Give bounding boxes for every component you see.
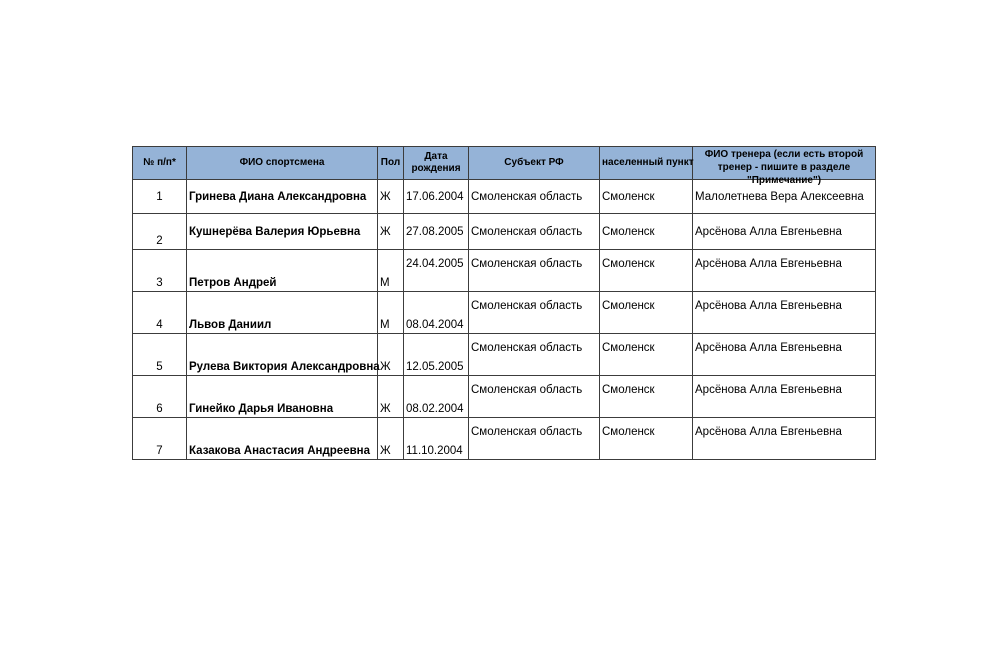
cell-num: 7	[133, 418, 187, 460]
cell-sex: М	[378, 292, 404, 334]
cell-name: Гинейко Дарья Ивановна	[187, 376, 378, 418]
cell-sex: Ж	[378, 334, 404, 376]
header-region: Субъект РФ	[469, 147, 600, 180]
cell-coach: Арсёнова Алла Евгеньевна	[693, 376, 876, 418]
cell-coach: Малолетнева Вера Алексеевна	[693, 180, 876, 214]
cell-region: Смоленская область	[469, 214, 600, 250]
header-sex: Пол	[378, 147, 404, 180]
cell-city: Смоленск	[600, 250, 693, 292]
cell-coach: Арсёнова Алла Евгеньевна	[693, 250, 876, 292]
cell-dob: 08.04.2004	[404, 292, 469, 334]
cell-city: Смоленск	[600, 292, 693, 334]
cell-num: 1	[133, 180, 187, 214]
cell-region: Смоленская область	[469, 250, 600, 292]
cell-city: Смоленск	[600, 376, 693, 418]
cell-num: 6	[133, 376, 187, 418]
cell-region: Смоленская область	[469, 180, 600, 214]
header-coach-text: ФИО тренера (если есть второй тренер - пишите в разделе "Примечание")	[704, 149, 864, 186]
cell-sex: М	[378, 250, 404, 292]
cell-region: Смоленская область	[469, 376, 600, 418]
cell-sex: Ж	[378, 180, 404, 214]
header-row	[133, 147, 876, 180]
header-city: населенный пункт	[600, 147, 693, 180]
cell-name: Казакова Анастасия Андреевна	[187, 418, 378, 460]
table-row	[133, 334, 876, 376]
cell-dob: 12.05.2005	[404, 334, 469, 376]
cell-city: Смоленск	[600, 214, 693, 250]
cell-region: Смоленская область	[469, 418, 600, 460]
cell-city: Смоленск	[600, 418, 693, 460]
header-num: № п/п*	[133, 147, 187, 180]
cell-dob: 27.08.2005	[404, 214, 469, 250]
cell-name: Львов Даниил	[187, 292, 378, 334]
table-row	[133, 250, 876, 292]
cell-coach: Арсёнова Алла Евгеньевна	[693, 334, 876, 376]
cell-coach: Арсёнова Алла Евгеньевна	[693, 418, 876, 460]
cell-name: Петров Андрей	[187, 250, 378, 292]
cell-name: Гринева Диана Александровна	[187, 180, 378, 214]
cell-sex: Ж	[378, 376, 404, 418]
athletes-table	[132, 146, 876, 460]
header-coach	[693, 147, 876, 186]
cell-sex: Ж	[378, 418, 404, 460]
cell-dob: 24.04.2005	[404, 250, 469, 292]
cell-num: 2	[133, 214, 187, 250]
cell-region: Смоленская область	[469, 292, 600, 334]
cell-coach: Арсёнова Алла Евгеньевна	[693, 214, 876, 250]
cell-num: 4	[133, 292, 187, 334]
table-row	[133, 418, 876, 460]
cell-dob: 08.02.2004	[404, 376, 469, 418]
cell-dob: 17.06.2004	[404, 180, 469, 214]
cell-city: Смоленск	[600, 334, 693, 376]
cell-coach: Арсёнова Алла Евгеньевна	[693, 292, 876, 334]
cell-dob: 11.10.2004	[404, 418, 469, 460]
table-row	[133, 376, 876, 418]
cell-num: 3	[133, 250, 187, 292]
cell-sex: Ж	[378, 214, 404, 250]
cell-city: Смоленск	[600, 180, 693, 214]
header-dob: Дата рождения	[404, 147, 469, 180]
header-name: ФИО спортсмена	[187, 147, 378, 180]
cell-name: Кушнерёва Валерия Юрьевна	[187, 214, 378, 250]
table-row	[133, 292, 876, 334]
cell-num: 5	[133, 334, 187, 376]
table-row	[133, 214, 876, 250]
cell-name: Рулева Виктория Александровна	[187, 334, 378, 376]
cell-region: Смоленская область	[469, 334, 600, 376]
